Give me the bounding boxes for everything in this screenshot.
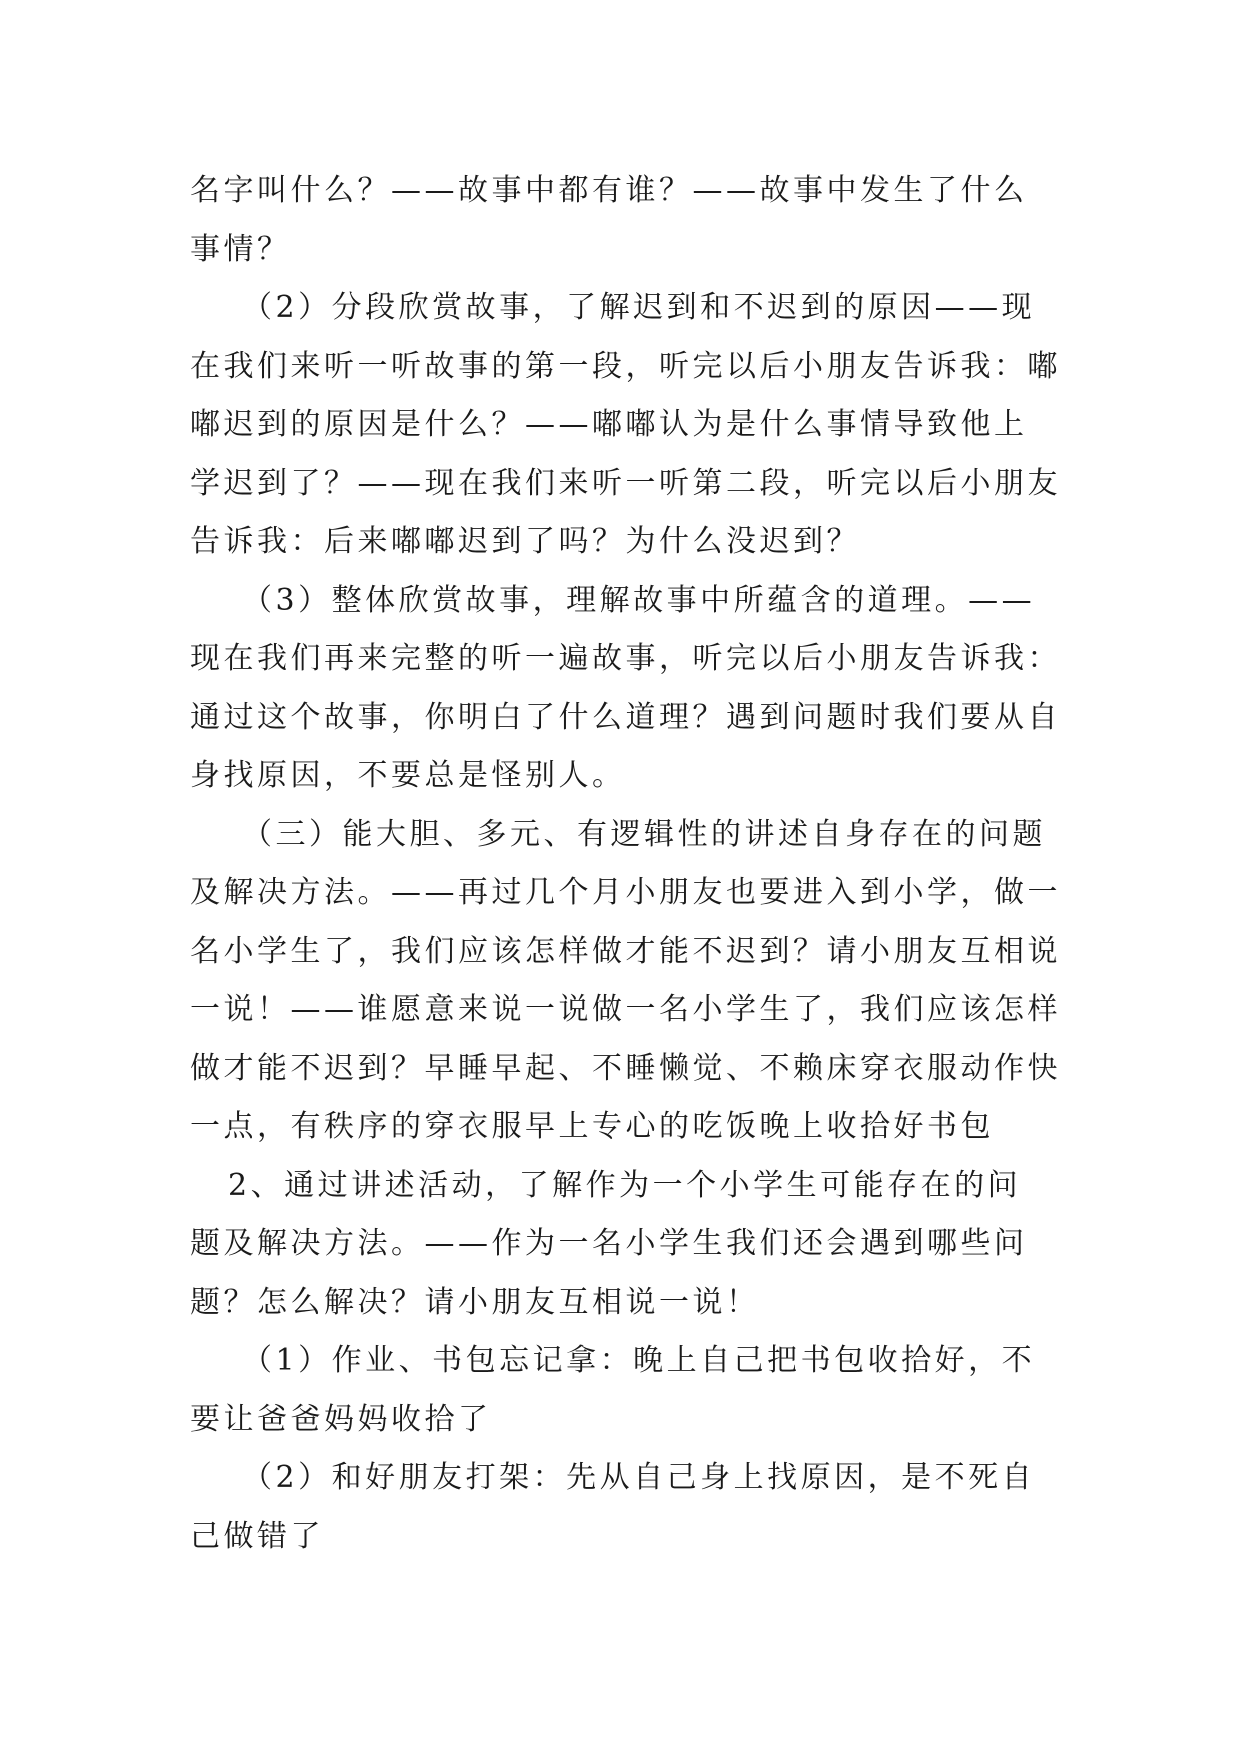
text-line: （1）作业、书包忘记拿：晚上自己把书包收拾好，不	[242, 1343, 1036, 1378]
text-line: 及解决方法。——再过几个月小朋友也要进入到小学，做一	[190, 875, 1061, 910]
text-line: （2）分段欣赏故事，了解迟到和不迟到的原因——现	[242, 290, 1036, 325]
text-line: 2、通过讲述活动，了解作为一个小学生可能存在的问	[228, 1167, 1022, 1203]
text-line: （3）整体欣赏故事，理解故事中所蕴含的道理。——	[242, 582, 1036, 618]
text-line: 嘟迟到的原因是什么？——嘟嘟认为是什么事情导致他上	[190, 407, 1028, 442]
document-body	[190, 162, 1070, 1566]
text-line: 做才能不迟到？早睡早起、不睡懒觉、不赖床穿衣服动作快	[190, 1050, 1061, 1086]
text-line: 一点，有秩序的穿衣服早上专心的吃饭晚上收拾好书包	[190, 1109, 994, 1144]
text-line: 要让爸爸妈妈收拾了	[190, 1401, 492, 1437]
text-line: 学迟到了？——现在我们来听一听第二段，听完以后小朋友	[190, 465, 1061, 501]
text-line: 题及解决方法。——作为一名小学生我们还会遇到哪些问	[190, 1226, 1028, 1261]
text-line: 通过这个故事，你明白了什么道理？遇到问题时我们要从自	[190, 699, 1061, 735]
text-line: 在我们来听一听故事的第一段，听完以后小朋友告诉我：嘟	[190, 348, 1061, 384]
text-line: 身找原因，不要总是怪别人。	[190, 758, 626, 793]
text-line: （三）能大胆、多元、有逻辑性的讲述自身存在的问题	[242, 816, 1046, 852]
text-line: （2）和好朋友打架：先从自己身上找原因，是不死自	[242, 1460, 1036, 1495]
text-line: 事情？	[190, 231, 291, 267]
text-line: 名小学生了，我们应该怎样做才能不迟到？请小朋友互相说	[190, 933, 1061, 969]
text-line: 一说！——谁愿意来说一说做一名小学生了，我们应该怎样	[190, 992, 1061, 1027]
text-line: 题？怎么解决？请小朋友互相说一说！	[190, 1284, 760, 1320]
text-line: 名字叫什么？——故事中都有谁？——故事中发生了什么	[190, 173, 1028, 208]
text-line: 己做错了	[190, 1518, 324, 1554]
text-line: 现在我们再来完整的听一遍故事，听完以后小朋友告诉我：	[190, 641, 1061, 676]
text-line: 告诉我：后来嘟嘟迟到了吗？为什么没迟到？	[190, 524, 860, 559]
